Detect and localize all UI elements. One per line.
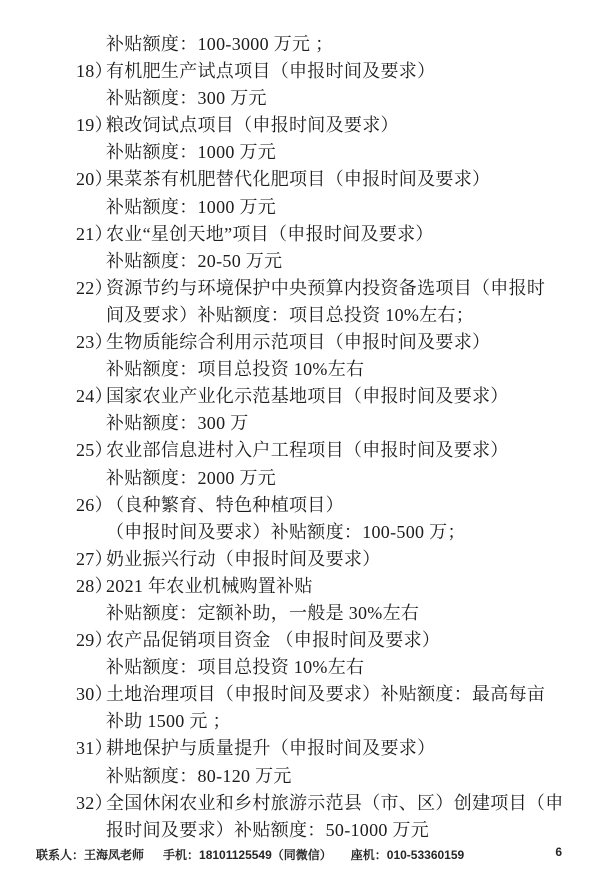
list-line [0, 356, 600, 383]
list-line [0, 58, 600, 85]
item-number: 23） [76, 332, 113, 353]
item-number: 21） [76, 223, 113, 244]
item-text: 补贴额度：项目总投资 10%左右 [106, 359, 365, 380]
item-text: 资源节约与环境保护中央预算内投资备选项目（申报时 [106, 277, 546, 298]
list-line [0, 166, 600, 193]
list-line [0, 600, 600, 627]
item-text: 补贴额度：1000 万元 [106, 142, 277, 163]
item-text: 补贴额度：300 万元 [106, 88, 267, 109]
list-line [0, 112, 600, 139]
list-line [0, 817, 600, 844]
item-text: 全国休闲农业和乡村旅游示范县（市、区）创建项目（申 [106, 792, 564, 813]
list-line [0, 790, 600, 817]
item-number: 25） [76, 440, 113, 461]
list-line [0, 194, 600, 221]
list-line [0, 275, 600, 302]
item-text: 农业部信息进村入户工程项目（申报时间及要求） [106, 440, 509, 461]
item-text: 生物质能综合利用示范项目（申报时间及要求） [106, 332, 491, 353]
item-text: 耕地保护与质量提升（申报时间及要求） [106, 738, 436, 759]
item-number: 22） [76, 277, 113, 298]
item-text: （良种繁育、特色种植项目） [106, 494, 344, 515]
item-text: （申报时间及要求）补贴额度：100-500 万； [106, 521, 466, 542]
item-number: 31） [76, 738, 113, 759]
list-line [0, 546, 600, 573]
list-line [0, 302, 600, 329]
item-text: 补贴额度：300 万 [106, 413, 249, 434]
list-line [0, 735, 600, 762]
item-number: 26） [76, 494, 113, 515]
item-text: 农产品促销项目资金 （申报时间及要求） [106, 630, 441, 651]
item-text: 补贴额度：100-3000 万元 ； [106, 34, 334, 54]
list-line [0, 329, 600, 356]
item-text: 补贴额度：定额补助，一般是 30%左右 [106, 602, 420, 623]
item-number: 19） [76, 115, 113, 136]
item-text: 补助 1500 元 ； [106, 711, 231, 732]
item-number: 32） [76, 792, 113, 813]
list-line [0, 410, 600, 437]
item-text: 农业“星创天地”项目（申报时间及要求） [106, 223, 434, 244]
page-number: 6 [555, 845, 562, 859]
item-number: 29） [76, 630, 113, 651]
footer-landline-number: 座机：010-53360159 [350, 848, 465, 862]
list-line [0, 519, 600, 546]
item-text: 果菜茶有机肥替代化肥项目（申报时间及要求） [106, 169, 491, 190]
list-line [0, 708, 600, 735]
subsidy-list [0, 31, 600, 844]
list-line [0, 681, 600, 708]
item-text: 报时间及要求）补贴额度：50-1000 万元 [106, 819, 430, 840]
list-line [0, 627, 600, 654]
footer-mobile-number: 手机：18101125549（同微信） [163, 848, 332, 862]
footer-contact-info [36, 846, 556, 863]
item-number: 18） [76, 61, 113, 82]
item-text: 间及要求）补贴额度：项目总投资 10%左右； [106, 304, 475, 325]
list-line [0, 85, 600, 112]
list-line [0, 221, 600, 248]
item-text: 补贴额度：20-50 万元 [106, 250, 283, 271]
item-text: 粮改饲试点项目（申报时间及要求） [106, 115, 399, 136]
item-number: 30） [76, 684, 113, 705]
list-line [0, 139, 600, 166]
list-line [0, 465, 600, 492]
footer-contact-person: 联系人：王海凤老师 [36, 848, 145, 862]
item-number: 27） [76, 548, 113, 569]
item-text: 补贴额度：2000 万元 [106, 467, 277, 488]
list-line [0, 31, 600, 58]
item-text: 有机肥生产试点项目（申报时间及要求） [106, 61, 436, 82]
list-line [0, 763, 600, 790]
list-line [0, 248, 600, 275]
list-line [0, 654, 600, 681]
item-text: 奶业振兴行动（申报时间及要求） [106, 548, 381, 569]
item-number: 24） [76, 386, 113, 407]
item-text: 国家农业产业化示范基地项目（申报时间及要求） [106, 386, 509, 407]
list-line [0, 437, 600, 464]
list-line [0, 573, 600, 600]
list-line [0, 492, 600, 519]
item-text: 土地治理项目（申报时间及要求）补贴额度：最高每亩 [106, 684, 546, 705]
item-number: 28） [76, 575, 113, 596]
item-number: 20） [76, 169, 113, 190]
item-text: 2021 年农业机械购置补贴 [106, 575, 313, 596]
list-line [0, 383, 600, 410]
item-text: 补贴额度：80-120 万元 [106, 765, 292, 786]
item-text: 补贴额度：项目总投资 10%左右 [106, 657, 365, 678]
item-text: 补贴额度：1000 万元 [106, 196, 277, 217]
